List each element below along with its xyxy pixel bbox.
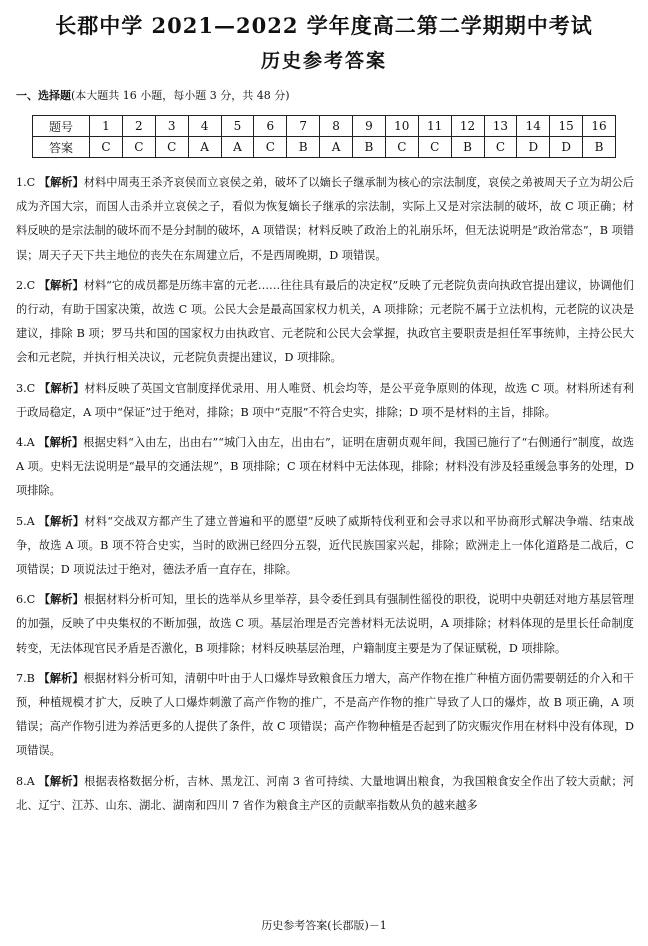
analysis-tag: 【解析】	[38, 592, 84, 607]
explanation-text: 根据材料分析可知，清朝中叶由于人口爆炸导致粮食压力增大，高产作物在推广种植方面仍需要朝廷的介入和干预，种植规模才扩大，反映了人口爆炸刺激了高产作物的推广，不是高产作物的推广导致了人口的爆炸，故 B 项正确，A 项错误；高产作物引进为养活更多的人提供了条件，故 C 项错误；高产作物种植是否起到了防灾赈灾作用在材料中没有体现，D 项错误。	[16, 671, 634, 758]
explanation-text: 根据材料分析可知，里长的选举从乡里举荐，县令委任到具有强制性徭役的职役，说明中央朝廷对地方基层管理的加强，反映了中央集权的不断加强，故选 C 项。基层治理是否完善材料无法说明，A 项排除；材料体现的是里长任命制度转变，无法体现官民矛盾是否激化，B 项排除；材料反映基层治理，户籍制度主要是为了保证赋税，D 项排除。	[16, 593, 634, 655]
question-number-cell: 10	[385, 116, 418, 137]
answer-table-answer-row	[33, 137, 616, 158]
question-number-cell: 4	[188, 116, 221, 137]
question-number-cell: 16	[583, 116, 616, 137]
answer-cell: D	[550, 137, 583, 158]
answer-cell: C	[385, 137, 418, 158]
question-number-cell: 2	[122, 116, 155, 137]
explanation-text: 材料“交战双方都产生了建立普遍和平的愿望”反映了威斯特伐利亚和会寻求以和平协商形式解决争端、结束战争，故选 A 项。B 项不符合史实，当时的欧洲已经四分五裂，近代民族国家兴起，排除；欧洲走上一体化道路是二战后，C 项错误；D 项说法过于绝对，德法矛盾一直存在，排除。	[16, 514, 634, 577]
answer-table-number-row	[33, 116, 616, 137]
question-number-cell: 5	[221, 116, 254, 137]
explanation-text: 材料中周夷王杀齐哀侯而立哀侯之弟，破坏了以嫡长子继承制为核心的宗法制度，哀侯之弟被周天子立为胡公后成为齐国大宗，而国人击杀并立哀侯之子，看似为恢复嫡长子继承的宗法制，实际上又是对宗法制的破坏，故 C 项正确；材料反映的是宗法制的破坏而不是分封制的破坏，A 项错误；材料反映了政治上的礼崩乐坏，但无法说明是“政治常态”，B 项错误；周天子天下共主地位的丧失在东周建立后，不是西周晚期，D 项错误。	[16, 176, 634, 262]
analysis-tag: 【解析】	[38, 380, 85, 395]
explanation-item	[16, 509, 634, 583]
question-answer-label: 4.A	[16, 436, 35, 450]
explanation-text: 根据表格数据分析，吉林、黑龙江、河南 3 省可持续、大量地调出粮食，为我国粮食安全作出了较大贡献；河北、辽宁、江苏、山东、湖北、湖南和四川 7 省作为粮食主产区的贡献率指数从负的越来越多	[16, 774, 634, 812]
answer-cell: A	[221, 137, 254, 158]
analysis-tag: 【解析】	[38, 670, 84, 685]
document-subtitle: 历史参考答案	[260, 50, 387, 72]
explanation-text: 根据史料“入由左，出由右”“城门入由左，出由右”，证明在唐朝贞观年间，我国已施行了“右侧通行”制度，故选 A 项。史料无法说明是“最早的交通法规”，B 项排除；C 项在材料中无法体现，排除；材料没有涉及轻重缓急事务的处理，D 项排除。	[16, 436, 634, 498]
answer-cell: B	[583, 137, 616, 158]
question-answer-label: 2.C	[16, 278, 36, 292]
question-answer-label: 3.C	[16, 381, 36, 395]
answer-cell: C	[122, 137, 155, 158]
question-answer-label: 1.C	[16, 176, 36, 189]
question-number-cell: 13	[484, 116, 517, 137]
question-number-cell: 11	[418, 116, 451, 137]
question-answer-label: 7.B	[16, 671, 35, 685]
analysis-tag: 【解析】	[38, 513, 85, 528]
explanation-list	[16, 170, 634, 823]
question-answer-label: 5.A	[16, 514, 35, 528]
answer-cell: A	[320, 137, 353, 158]
answer-table	[32, 115, 616, 158]
answer-cell: C	[90, 137, 123, 158]
answer-cell: B	[353, 137, 386, 158]
page-footer: 历史参考答案(长郡版)－1	[261, 919, 387, 932]
row-header-answer: 答案	[33, 137, 90, 158]
question-number-cell: 15	[550, 116, 583, 137]
explanation-item	[16, 587, 634, 661]
analysis-tag: 【解析】	[38, 435, 84, 450]
analysis-tag: 【解析】	[38, 773, 85, 788]
question-number-cell: 9	[353, 116, 386, 137]
question-number-cell: 14	[517, 116, 550, 137]
question-number-cell: 7	[287, 116, 320, 137]
analysis-tag: 【解析】	[38, 175, 84, 189]
explanation-item	[16, 273, 634, 371]
section-note: (本大题共 16 小题，每小题 3 分，共 48 分)	[71, 89, 290, 102]
answer-cell: C	[155, 137, 188, 158]
answer-cell: A	[188, 137, 221, 158]
explanation-item	[16, 666, 634, 764]
question-number-cell: 3	[155, 116, 188, 137]
question-answer-label: 8.A	[16, 774, 35, 788]
explanation-item	[16, 769, 634, 818]
question-number-cell: 12	[451, 116, 484, 137]
answer-cell: C	[254, 137, 287, 158]
explanation-text: 材料反映了英国文官制度择优录用、用人唯贤、机会均等，是公平竞争原则的体现，故选 C 项。材料所述有利于政局稳定，A 项中“保证”过于绝对，排除；B 项中“克服”不符合史实，排除；D 项不是材料的主旨，排除。	[16, 381, 634, 419]
explanation-text: 材料“它的成员都是历练丰富的元老……往往具有最后的决定权”反映了元老院负责向执政官提出建议，协调他们的行动，有助于国家决策，故选 C 项。公民大会是最高国家权力机关，A 项排除；元老院不属于立法机构，元老院的议决是建议，排除 B 项；罗马共和国的国家权力由执政官、元老院和公民大会掌握，执政官主要职责是担任军事统帅，主持公民大会和元老院，并执行相关决议，元老院负责提出建议，D 项排除。	[16, 278, 634, 365]
document-title: 长郡中学 2021—2022 学年度高二第二学期期中考试	[55, 13, 593, 38]
answer-cell: D	[517, 137, 550, 158]
answer-cell: B	[287, 137, 320, 158]
answer-cell: C	[418, 137, 451, 158]
analysis-tag: 【解析】	[38, 277, 84, 292]
question-number-cell: 6	[254, 116, 287, 137]
explanation-item	[16, 430, 634, 504]
question-number-cell: 1	[90, 116, 123, 137]
section-label: 一、选择题	[16, 89, 71, 102]
explanation-item	[16, 170, 634, 268]
row-header-number: 题号	[33, 116, 90, 137]
question-number-cell: 8	[320, 116, 353, 137]
question-answer-label: 6.C	[16, 593, 36, 607]
section-heading	[16, 88, 290, 104]
explanation-item	[16, 376, 634, 425]
answer-cell: B	[451, 137, 484, 158]
answer-cell: C	[484, 137, 517, 158]
